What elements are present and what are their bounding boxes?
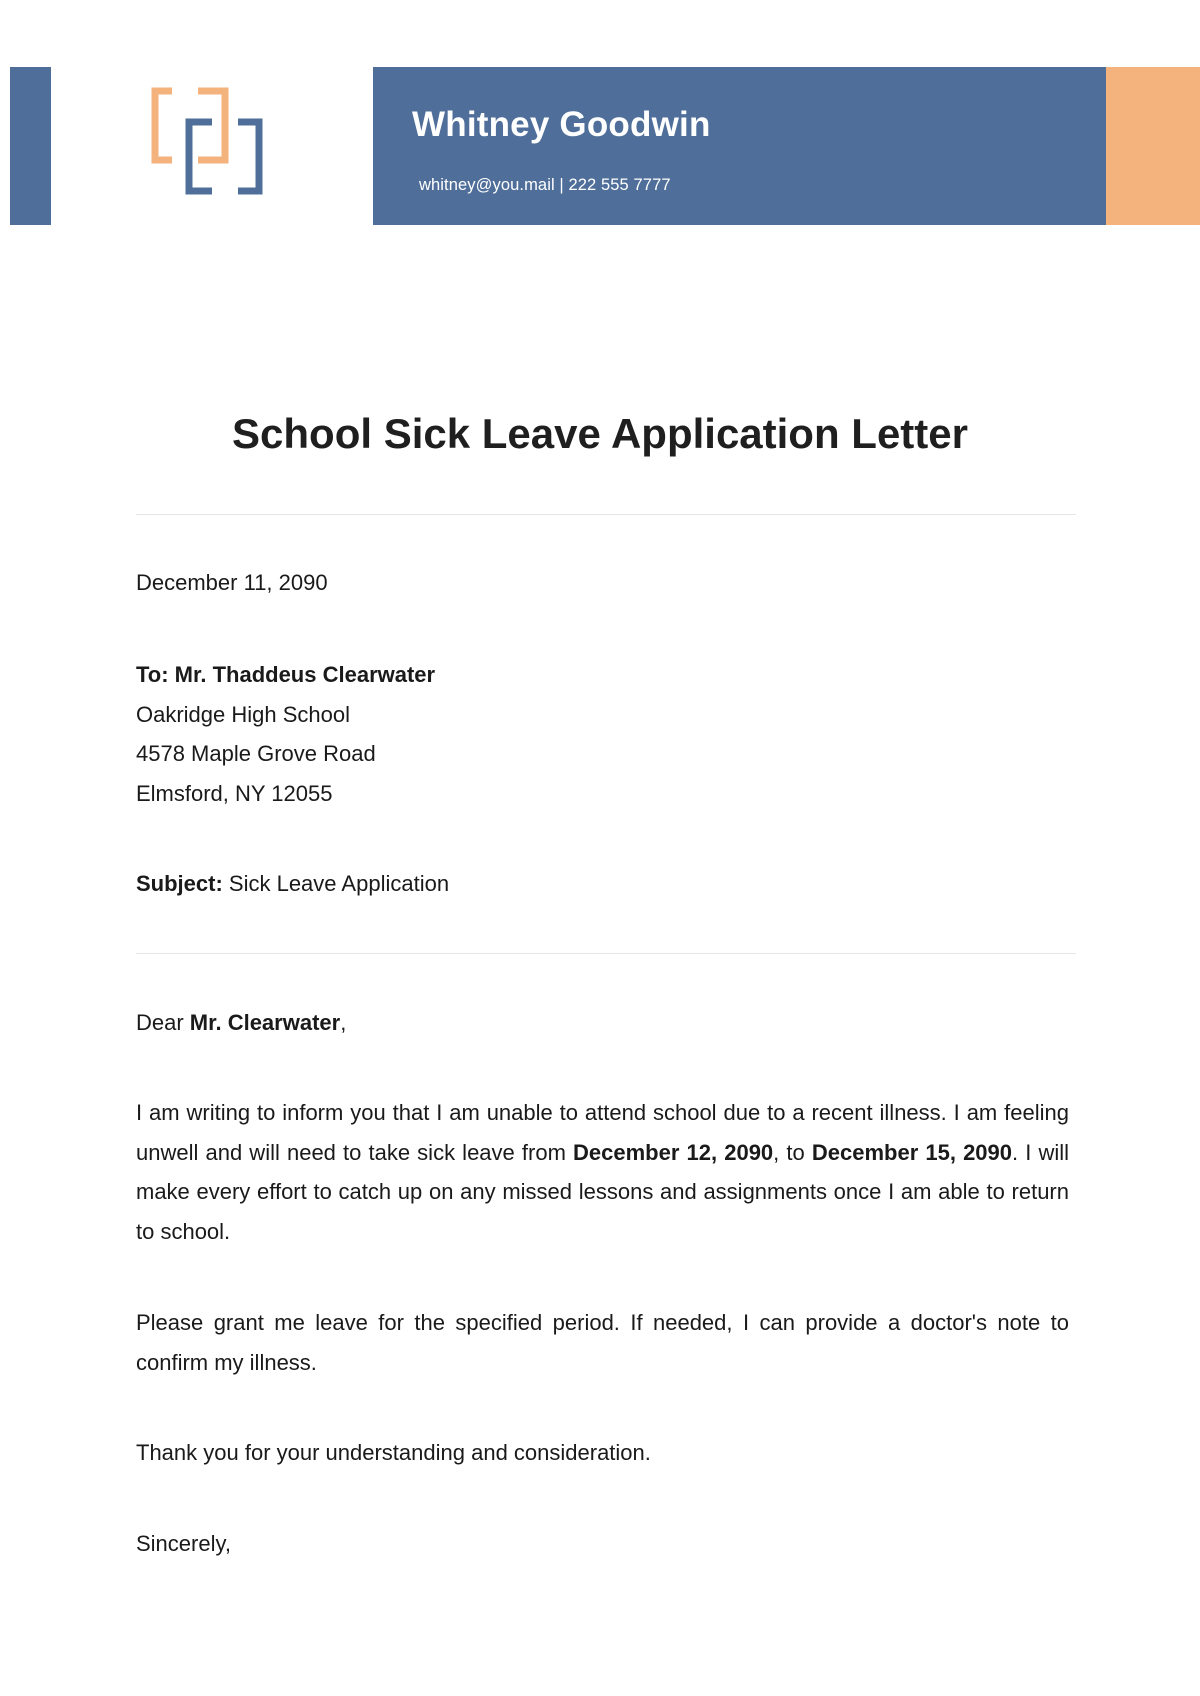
- body-paragraph-3: Thank you for your understanding and consideration.: [136, 1440, 651, 1465]
- body-p1-text-c: . I will make every effort to catch up on any missed lessons and assignments once I am able to return to school.: [136, 1139, 1070, 1244]
- recipient-block: [136, 655, 435, 813]
- recipient-school: Oakridge High School: [136, 701, 351, 727]
- salutation-prefix: Dear: [136, 1010, 190, 1035]
- header-banner: [373, 67, 1106, 225]
- salutation: [136, 1003, 346, 1043]
- closing: Sincerely,: [136, 1531, 231, 1556]
- body-p1-text-b: , to: [773, 1139, 812, 1165]
- letter-date: December 11, 2090: [136, 570, 328, 595]
- recipient-street: 4578 Maple Grove Road: [136, 741, 376, 766]
- header-left-bar: [10, 67, 51, 225]
- leave-end-date: December 15, 2090: [811, 1139, 1013, 1165]
- interlocking-brackets-logo-icon: [150, 86, 264, 196]
- body-paragraph-1: [136, 1093, 1069, 1251]
- salutation-suffix: ,: [340, 1010, 347, 1035]
- subject-value: Sick Leave Application: [222, 871, 450, 896]
- recipient-city: Elmsford, NY 12055: [136, 780, 333, 806]
- recipient-name: To: Mr. Thaddeus Clearwater: [136, 662, 436, 687]
- body-p1-text-a: I am writing to inform you that I am unable to attend school due to a recent illness. I am feeling unwell and will need to take sick leave from: [136, 1100, 1069, 1165]
- sender-contact: whitney@you.mail | 222 555 7777: [419, 176, 671, 194]
- document-title: School Sick Leave Application Letter: [232, 410, 968, 457]
- divider-bottom: [136, 953, 1076, 954]
- header-accent-block: [1106, 67, 1200, 225]
- salutation-name: Mr. Clearwater: [189, 1010, 341, 1035]
- sender-name: Whitney Goodwin: [412, 105, 711, 144]
- subject-line: [136, 864, 449, 904]
- leave-start-date: December 12, 2090: [573, 1139, 774, 1165]
- divider-top: [136, 514, 1076, 515]
- subject-label: Subject:: [136, 871, 223, 896]
- body-paragraph-2: Please grant me leave for the specified period. If needed, I can provide a doctor's note to confirm my illness.: [136, 1310, 1069, 1375]
